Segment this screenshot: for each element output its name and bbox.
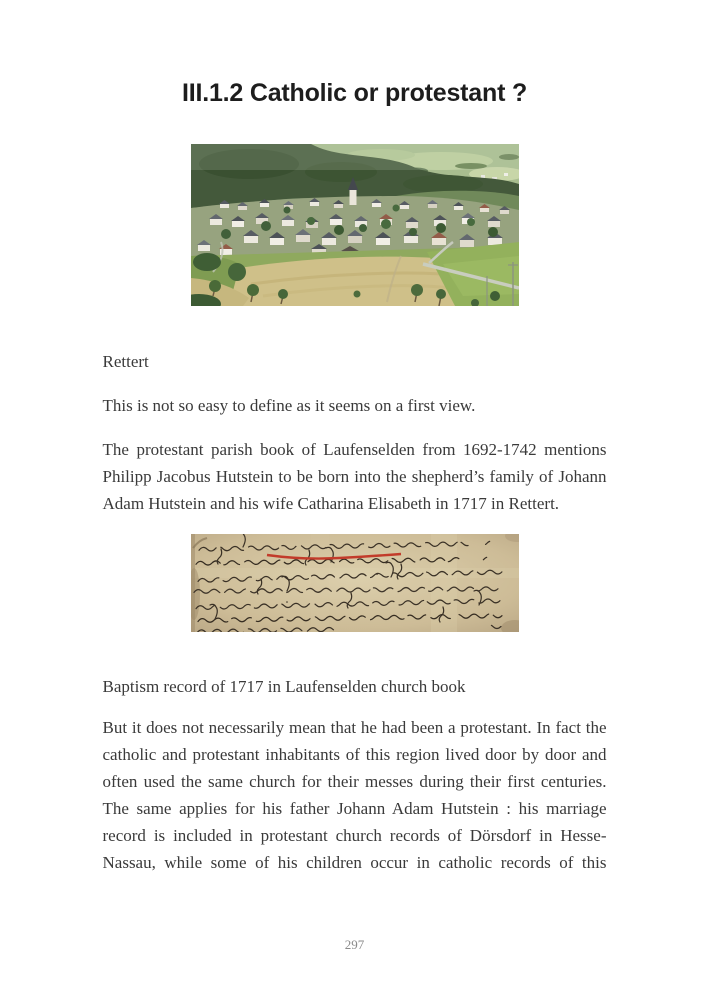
baptism-record-image — [191, 534, 519, 632]
paragraph-intro: This is not so easy to define as it seems on a first view. — [102, 396, 476, 415]
body-text-column-lower — [103, 673, 607, 876]
paragraph-parish-book: The protestant parish book of Laufenselden from 1692-1742 mentions Philipp Jacobus Hutstein to be born into the shepherd’s family of Johann Adam Hutstein and his wife Catharina Elisabeth in 1717 in Rettert. — [102, 440, 607, 513]
village-photo — [191, 144, 519, 306]
paragraph-closing: But it does not necessarily mean that he had been a protestant. In fact the catholic and protestant inhabitants of this region lived door by door and often used the same church for their messes during their first centuries. The same applies for his father Johann Adam Hutstein : his marriage record is included in protestant church records of Dörsdorf in Hesse-Nassau, while some of his children occur in catholic records of this — [102, 718, 607, 872]
body-text-column — [103, 348, 607, 517]
page-number: 297 — [344, 937, 365, 952]
village-photo-illustration — [191, 144, 519, 306]
baptism-caption: Baptism record of 1717 in Laufenselden church book — [102, 677, 466, 696]
paragraph-rettert: Rettert — [102, 352, 149, 371]
baptism-record-illustration — [191, 534, 519, 632]
page-title: III.1.2 Catholic or protestant ? — [181, 79, 528, 107]
